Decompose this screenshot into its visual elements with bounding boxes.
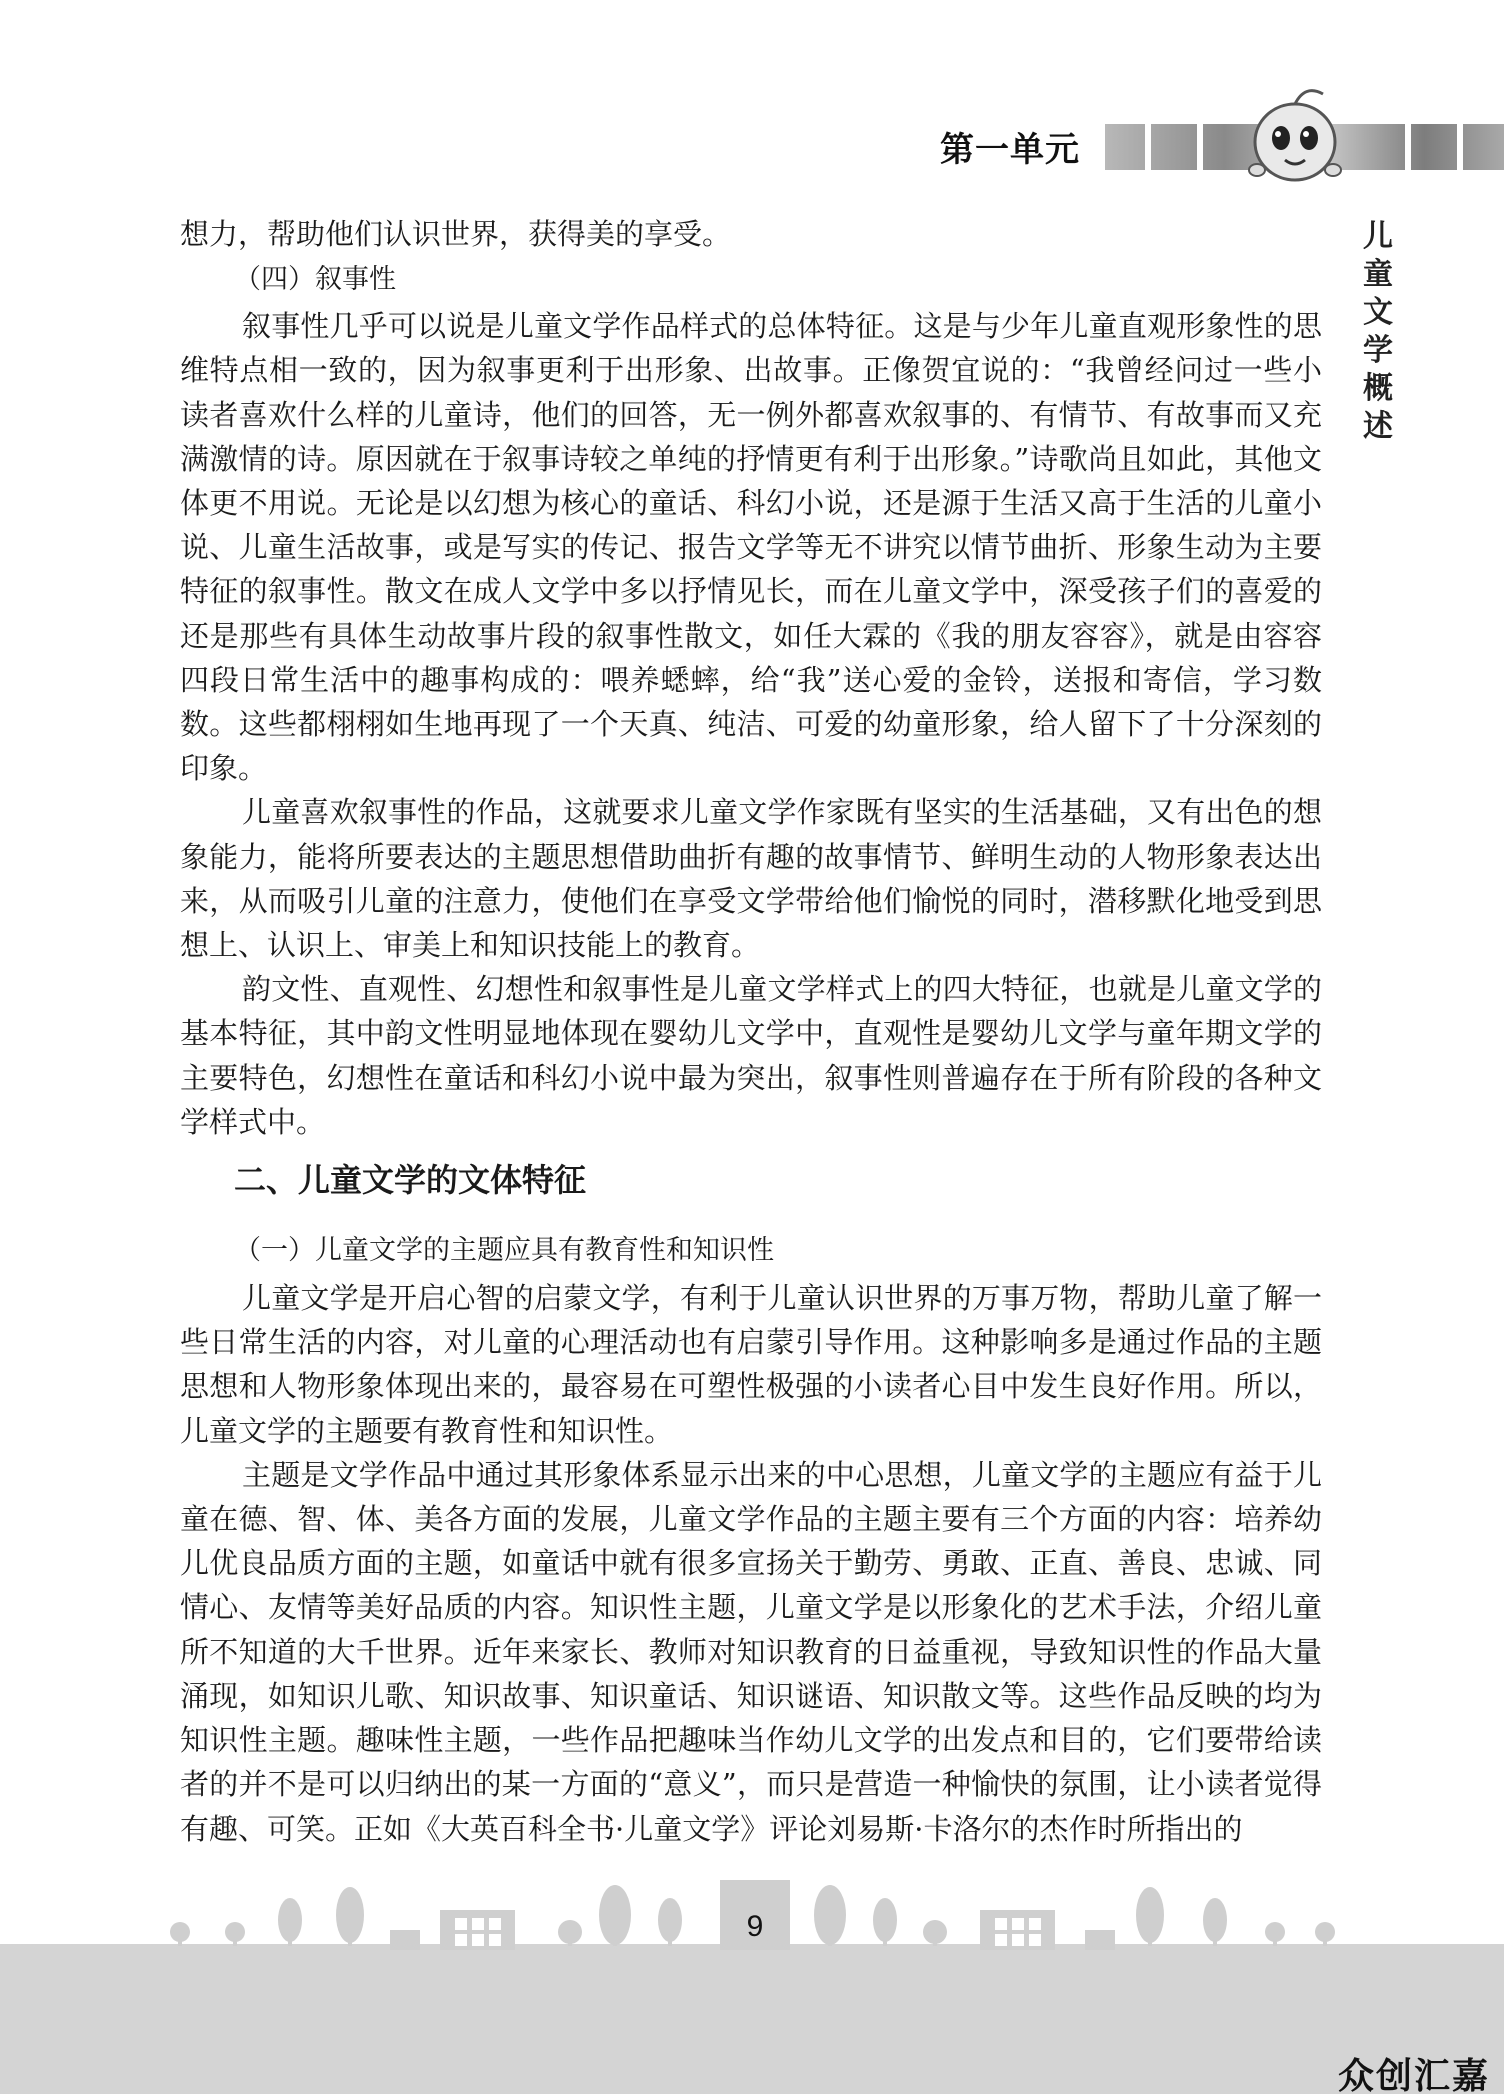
footer-cityscape <box>0 1870 1504 2094</box>
main-content <box>180 212 1322 1851</box>
side-title-char: 概 <box>1363 371 1393 406</box>
subheading-narrativity: （四）叙事性 <box>234 264 396 296</box>
watermark-logo: 众创汇嘉 <box>1338 2056 1491 2097</box>
side-title-char: 儿 <box>1363 219 1393 254</box>
side-title-char: 述 <box>1363 409 1393 444</box>
section-heading: 二、儿童文学的文体特征 <box>234 1161 587 1200</box>
paragraph: 儿童喜欢叙事性的作品，这就要求儿童文学作家既有坚实的生活基础，又有出色的想象能力，能将所要表达的主题思想借助曲折有趣的故事情节、鲜明生动的人物形象表达出来，从而吸引儿童的注意力，使他们在享受文学带给他们愉悦的同时，潜移默化地受到思想上、认识上、审美上和知识技能上的教育。 <box>180 795 1322 963</box>
side-title <box>1358 218 1398 446</box>
paragraph: 主题是文学作品中通过其形象体系显示出来的中心思想，儿童文学的主题应有益于儿童在德、智、体、美各方面的发展，儿童文学作品的主题主要有三个方面的内容：培养幼儿优良品质方面的主题，如童话中就有很多宣扬关于勤劳、勇敢、正直、善良、忠诚、同情心、友情等美好品质的内容。知识性主题，儿童文学是以形象化的艺术手法，介绍儿童所不知道的大千世界。近年来家长、教师对知识教育的日益重视，导致知识性的作品大量涌现，如知识儿歌、知识故事、知识童话、知识谜语、知识散文等。这些作品反映的均为知识性主题。趣味性主题，一些作品把趣味当作幼儿文学的出发点和目的，它们要带给读者的并不是可以归纳出的某一方面的“意义”，而只是营造一种愉快的氛围，让小读者觉得有趣、可笑。正如《大英百科全书·儿童文学》评论刘易斯·卡洛尔的杰作时所指出的 <box>180 1457 1322 1846</box>
paragraph: 想力，帮助他们认识世界，获得美的享受。 <box>180 217 732 251</box>
side-title-char: 童 <box>1363 257 1393 292</box>
side-title-char: 文 <box>1363 295 1393 330</box>
subheading-theme: （一）儿童文学的主题应具有教育性和知识性 <box>234 1235 774 1267</box>
unit-title: 第一单元 <box>940 130 1080 170</box>
paragraph: 儿童文学是开启心智的启蒙文学，有利于儿童认识世界的万事万物，帮助儿童了解一些日常生活的内容，对儿童的心理活动也有启蒙引导作用。这种影响多是通过作品的主题思想和人物形象体现出来的，最容易在可塑性极强的小读者心目中发生良好作用。所以，儿童文学的主题要有教育性和知识性。 <box>180 1281 1322 1448</box>
paragraph: 韵文性、直观性、幻想性和叙事性是儿童文学样式上的四大特征，也就是儿童文学的基本特征，其中韵文性明显地体现在婴幼儿文学中，直观性是婴幼儿文学与童年期文学的主要特色，幻想性在童话和科幻小说中最为突出，叙事性则普遍存在于所有阶段的各种文学样式中。 <box>180 972 1322 1139</box>
side-title-char: 学 <box>1363 333 1393 368</box>
paragraph: 叙事性几乎可以说是儿童文学作品样式的总体特征。这是与少年儿童直观形象性的思维特点相一致的，因为叙事更利于出形象、出故事。正像贺宜说的：“我曾经问过一些小读者喜欢什么样的儿童诗，他们的回答，无一例外都喜欢叙事的、有情节、有故事而又充满激情的诗。原因就在于叙事诗较之单纯的抒情更有利于出形象。”诗歌尚且如此，其他文体更不用说。无论是以幻想为核心的童话、科幻小说，还是源于生活又高于生活的儿童小说、儿童生活故事，或是写实的传记、报告文学等无不讲究以情节曲折、形象生动为主要特征的叙事性。散文在成人文学中多以抒情见长，而在儿童文学中，深受孩子们的喜爱的还是那些有具体生动故事片段的叙事性散文，如任大霖的《我的朋友容容》，就是由容容四段日常生活中的趣事构成的：喂养蟋蟀，给“我”送心爱的金铃，送报和寄信，学习数数。这些都栩栩如生地再现了一个天真、纯洁、可爱的幼童形象，给人留下了十分深刻的印象。 <box>180 309 1322 786</box>
page-number: 9 <box>746 1910 764 1943</box>
mascot-icon <box>1235 80 1355 190</box>
